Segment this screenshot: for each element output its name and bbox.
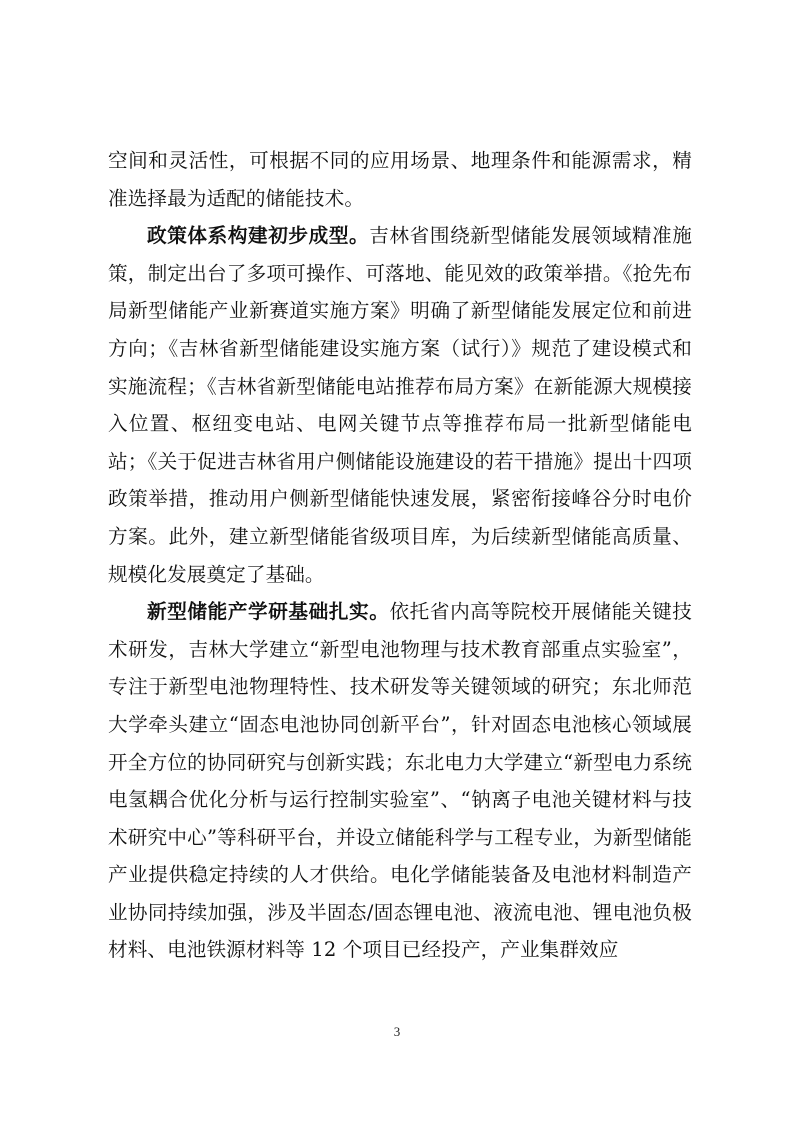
paragraph-text: 空间和灵活性，可根据不同的应用场景、地理条件和能源需求，精准选择最为适配的储能技术。 — [108, 149, 692, 210]
document-body — [108, 142, 692, 969]
paragraph-heading: 政策体系构建初步成型。 — [147, 224, 370, 248]
paragraph-heading: 新型储能产学研基础扎实。 — [147, 600, 390, 624]
page-number: 3 — [393, 1024, 401, 1039]
paragraph-continuation — [108, 142, 692, 217]
paragraph-text: 吉林省围绕新型储能发展领域精准施策，制定出台了多项可操作、可落地、能见效的政策举措。《抢先布局新型储能产业新赛道实施方案》明确了新型储能发展定位和前进方向；《吉林省新型储能建设实施方案（试行）》规范了建设模式和实施流程；《吉林省新型储能电站推荐布局方案》在新能源大规模接入位置、枢纽变电站、电网关键节点等推荐布局一批新型储能电站；《关于促进吉林省用户侧储能设施建设的若干措施》提出十四项政策举措，推动用户侧新型储能快速发展，紧密衔接峰谷分时电价方案。此外，建立新型储能省级项目库，为后续新型储能高质量、规模化发展奠定了基础。 — [108, 224, 692, 586]
paragraph-text: 依托省内高等院校开展储能关键技术研发，吉林大学建立“新型电池物理与技术教育部重点实验室”，专注于新型电池物理特性、技术研发等关键领域的研究；东北师范大学牵头建立“固态电池协同创新平台”，针对固态电池核心领域展开全方位的协同研究与创新实践；东北电力大学建立“新型电力系统电氢耦合优化分析与运行控制实验室”、“钠离子电池关键材料与技术研究中心”等科研平台，并设立储能科学与工程专业，为新型储能产业提供稳定持续的人才供给。电化学储能装备及电池材料制造产业协同持续加强，涉及半固态/固态锂电池、液流电池、锂电池负极材料、电池铁源材料等 12 个项目已经投产，产业集群效应 — [108, 600, 693, 962]
paragraph-industry-research — [108, 593, 692, 969]
paragraph-policy-system — [108, 217, 692, 593]
